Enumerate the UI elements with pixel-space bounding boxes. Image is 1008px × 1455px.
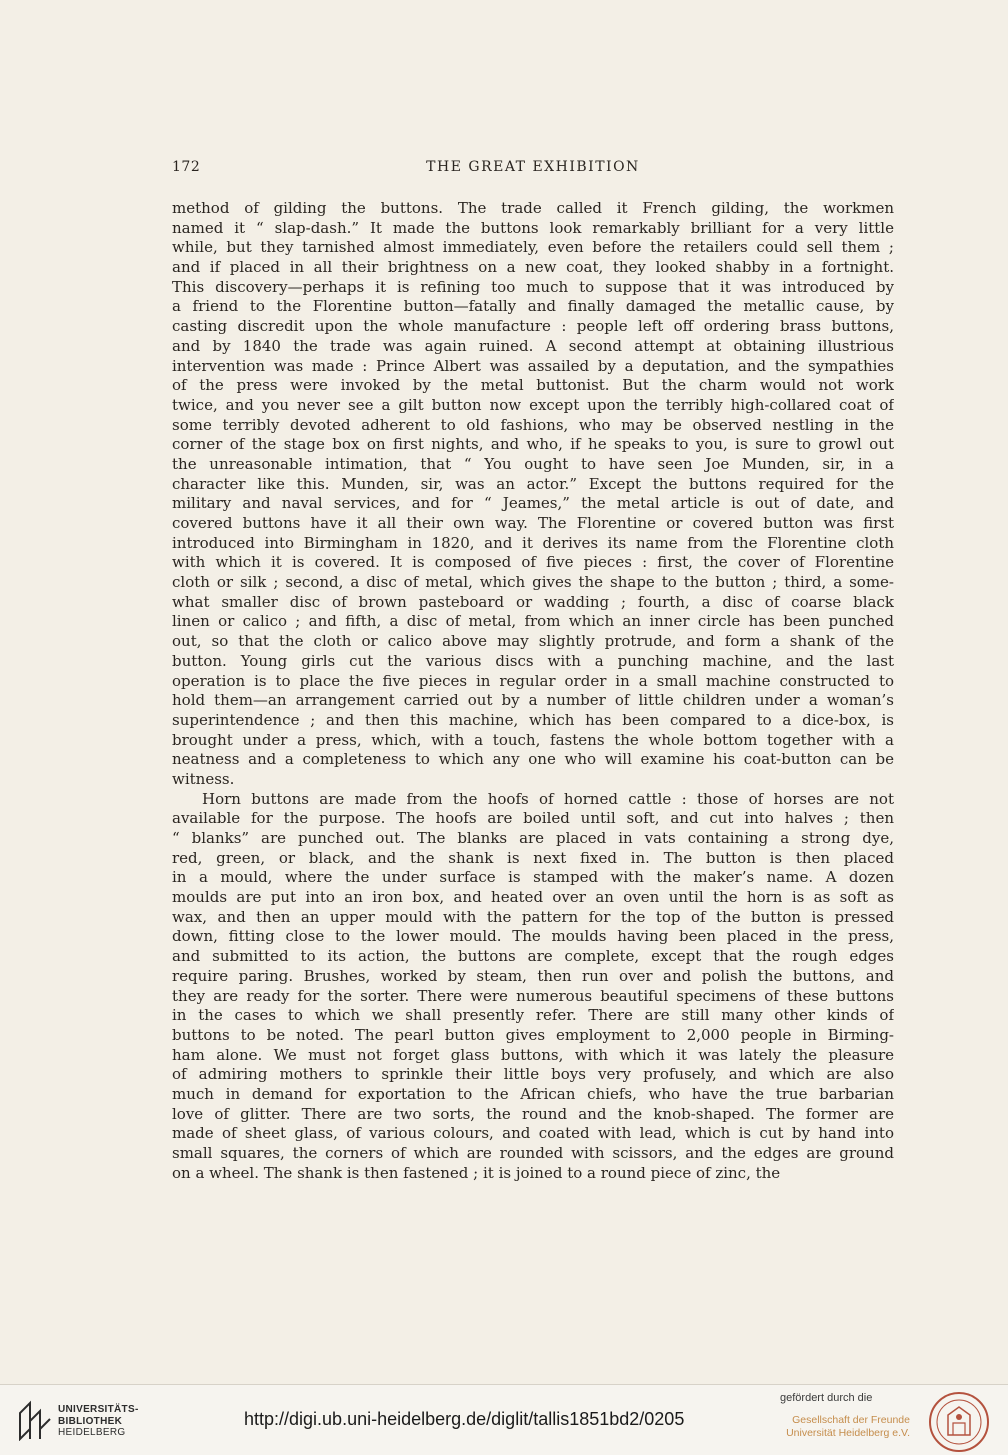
text-line: and if placed in all their brightness on a new coat, they looked shabby in a fortnight.	[172, 258, 894, 277]
text-line: available for the purpose. The hoofs are boiled until soft, and cut into halves ; then	[172, 809, 894, 828]
text-line: corner of the stage box on first nights, and who, if he speaks to you, is sure to growl out	[172, 435, 894, 454]
text-line: twice, and you never see a gilt button now except upon the terribly high-collared coat of	[172, 395, 894, 414]
text-line: down, fitting close to the lower mould. The moulds having been placed in the press,	[172, 927, 894, 946]
text-line: wax, and then an upper mould with the pattern for the top of the button is pressed	[172, 907, 894, 926]
text-line: covered buttons have it all their own way. The Florentine or covered button was first	[172, 514, 894, 532]
university-seal-icon	[928, 1391, 990, 1453]
text-line: Horn buttons are made from the hoofs of horned cattle : those of horses are not	[202, 789, 894, 808]
running-head	[172, 159, 894, 183]
page-number: 172	[172, 159, 201, 175]
text-line: much in demand for exportation to the African chiefs, who have the true barbarian	[172, 1084, 894, 1103]
text-line: intervention was made : Prince Albert was assailed by a deputation, and the sympathies	[172, 356, 894, 375]
text-line: some terribly devoted adherent to old fashions, who may be observed nestling in the	[172, 415, 894, 434]
sponsor-credit: gefördert durch die Gesellschaft der Freunde Universität Heidelberg e.V.	[780, 1392, 910, 1439]
text-line: operation is to place the five pieces in regular order in a small machine constructed to	[172, 671, 894, 690]
text-line: military and naval services, and for “ Jeames,” the metal article is out of date, and	[172, 494, 894, 513]
text-line: introduced into Birmingham in 1820, and it derives its name from the Florentine cloth	[172, 533, 894, 552]
text-line: ham alone. We must not forget glass buttons, with which it was lately the pleasure	[172, 1045, 894, 1064]
text-line: This discovery—perhaps it is refining too much to suppose that it was introduced by	[172, 277, 894, 296]
text-line: small squares, the corners of which are rounded with scissors, and the edges are ground	[172, 1144, 894, 1162]
paragraph	[172, 199, 894, 790]
text-line: witness.	[172, 769, 235, 788]
source-url[interactable]: http://digi.ub.uni-heidelberg.de/diglit/tallis1851bd2/0205	[244, 1409, 685, 1429]
text-line: buttons to be noted. The pearl button gives employment to 2,000 people in Birming-	[172, 1025, 894, 1044]
text-line: they are ready for the sorter. There were numerous beautiful specimens of these buttons	[172, 986, 894, 1005]
text-line: button. Young girls cut the various discs with a punching machine, and the last	[172, 651, 894, 670]
library-name: UNIVERSITÄTS- BIBLIOTHEK HEIDELBERG	[58, 1404, 139, 1438]
text-line: named it “ slap-dash.” It made the buttons look remarkably brilliant for a very little	[172, 218, 894, 237]
text-line: the unreasonable intimation, that “ You ought to have seen Joe Munden, sir, in a	[172, 454, 894, 473]
library-logo-icon	[18, 1399, 52, 1441]
text-line: method of gilding the buttons. The trade called it French gilding, the workmen	[172, 199, 894, 217]
text-line: neatness and a completeness to which any one who will examine his coat-button can be	[172, 750, 894, 769]
text-line: brought under a press, which, with a touch, fastens the whole bottom together with a	[172, 730, 894, 749]
text-line: love of glitter. There are two sorts, the round and the knob-shaped. The former are	[172, 1104, 894, 1123]
text-line: linen or calico ; and fifth, a disc of metal, from which an inner circle has been punched	[172, 612, 894, 631]
text-line: of the press were invoked by the metal buttonist. But the charm would not work	[172, 376, 894, 395]
text-line: “ blanks” are punched out. The blanks are placed in vats containing a strong dye,	[172, 829, 894, 847]
text-line: and submitted to its action, the buttons are complete, except that the rough edges	[172, 947, 894, 966]
text-line: hold them—an arrangement carried out by a number of little children under a woman’s	[172, 691, 894, 710]
text-line: cloth or silk ; second, a disc of metal, which gives the shape to the button ; third, a some-	[172, 573, 894, 592]
text-line: character like this. Munden, sir, was an actor.” Except the buttons required for the	[172, 474, 894, 493]
text-line: with which it is covered. It is composed of five pieces : first, the cover of Florentine	[172, 553, 894, 572]
text-line: out, so that the cloth or calico above may slightly protrude, and form a shank of the	[172, 632, 894, 651]
text-line: in a mould, where the under surface is stamped with the maker’s name. A dozen	[172, 868, 894, 887]
text-line: in the cases to which we shall presently refer. There are still many other kinds of	[172, 1006, 894, 1025]
text-line: red, green, or black, and the shank is next fixed in. The button is then placed	[172, 848, 894, 867]
header-title: THE GREAT EXHIBITION	[426, 159, 640, 175]
text-line: require paring. Brushes, worked by steam, then run over and polish the buttons, and	[172, 966, 894, 985]
text-line: casting discredit upon the whole manufacture : people left off ordering brass buttons,	[172, 317, 894, 336]
text-line: superintendence ; and then this machine, which has been compared to a dice-box, is	[172, 710, 894, 729]
text-line: moulds are put into an iron box, and heated over an oven until the horn is as soft as	[172, 888, 894, 907]
text-line: on a wheel. The shank is then fastened ; it is joined to a round piece of zinc, the	[172, 1163, 781, 1182]
body-text	[172, 199, 894, 1183]
footer-bar	[0, 1384, 1008, 1455]
paragraph	[172, 790, 894, 1184]
text-line: and by 1840 the trade was again ruined. A second attempt at obtaining illustrious	[172, 336, 894, 355]
text-line: what smaller disc of brown pasteboard or wadding ; fourth, a disc of coarse black	[172, 592, 894, 611]
text-line: a friend to the Florentine button—fatally and finally damaged the metallic cause, by	[172, 297, 894, 316]
text-line: of admiring mothers to sprinkle their little boys very profusely, and which are also	[172, 1065, 894, 1084]
text-line: while, but they tarnished almost immediately, even before the retailers could sell them ;	[172, 238, 894, 257]
text-line: made of sheet glass, of various colours, and coated with lead, which is cut by hand into	[172, 1124, 894, 1143]
